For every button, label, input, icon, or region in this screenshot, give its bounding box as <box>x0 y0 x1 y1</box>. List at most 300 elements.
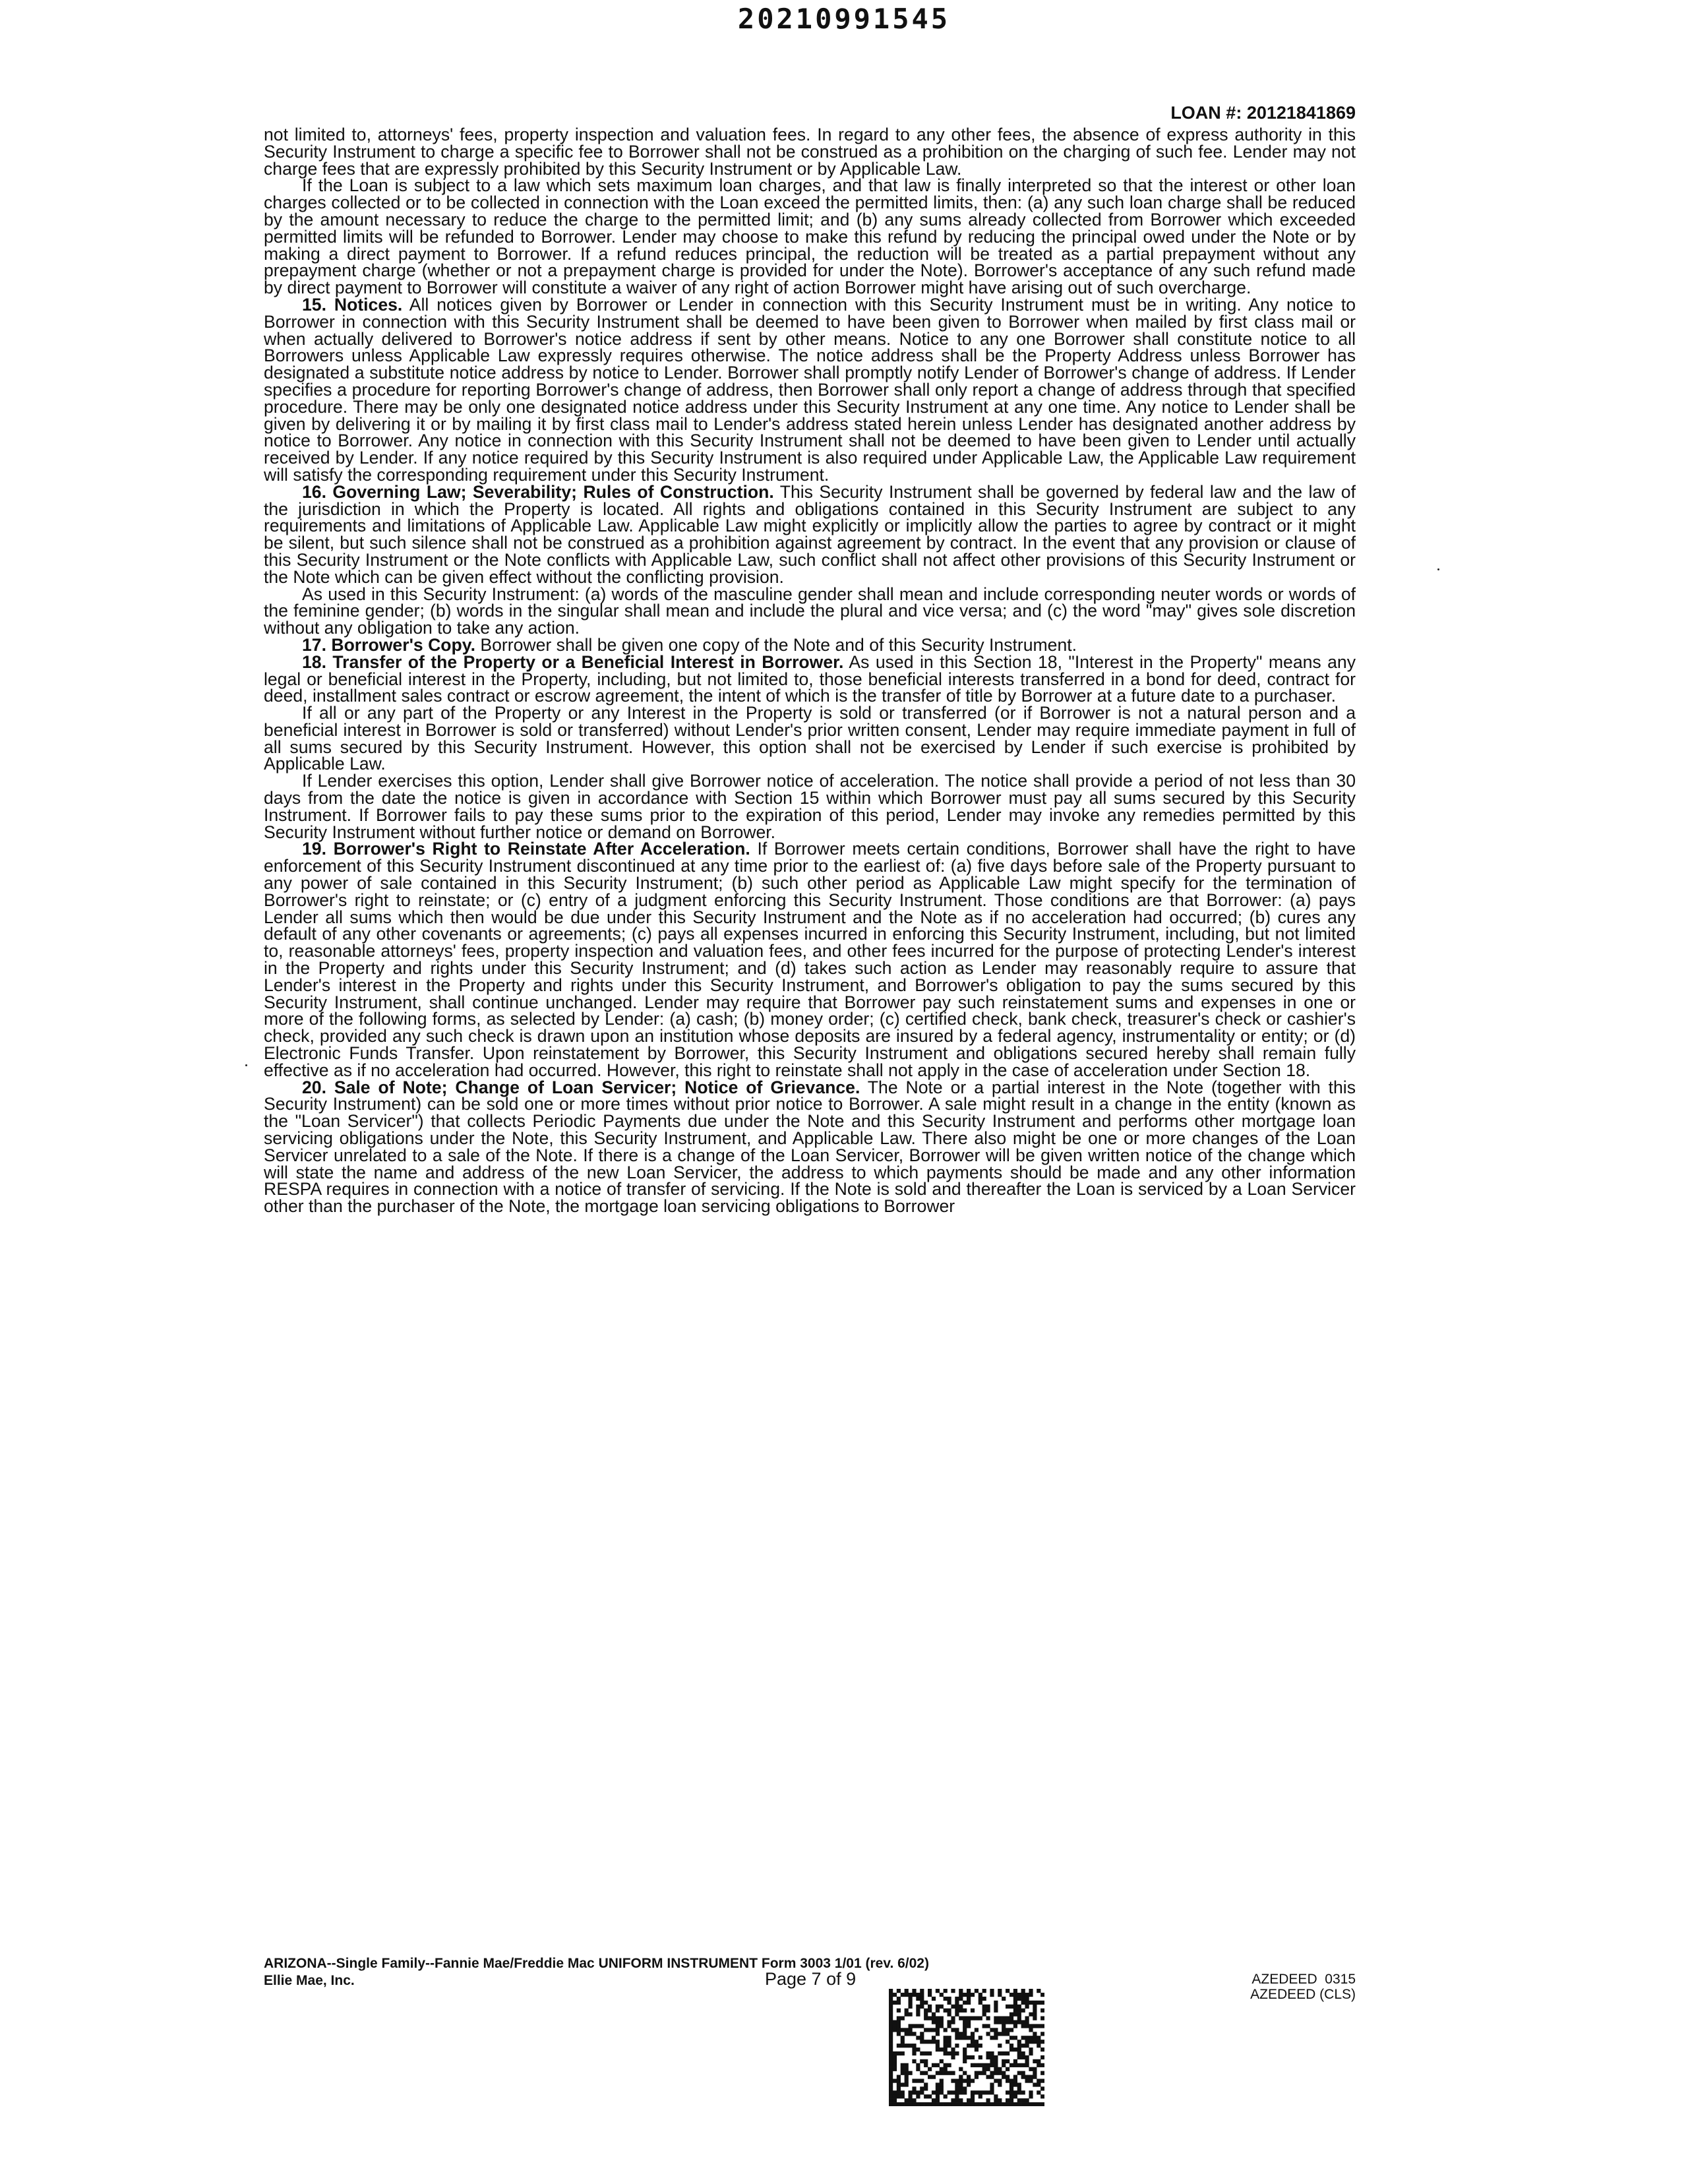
barcode-module <box>963 2090 967 2094</box>
barcode-module <box>920 1993 924 1997</box>
barcode-module <box>975 2048 979 2051</box>
barcode-module <box>1013 2036 1017 2040</box>
barcode-module <box>994 2055 998 2059</box>
barcode-module <box>994 2017 998 2020</box>
barcode-module <box>944 2067 948 2071</box>
barcode-module <box>963 2086 967 2090</box>
barcode-module <box>909 2102 913 2106</box>
barcode-module <box>928 2094 932 2098</box>
barcode-module <box>889 2024 893 2028</box>
page-number: Page 7 of 9 <box>765 1969 857 1989</box>
barcode-module <box>959 2086 963 2090</box>
barcode-module <box>905 1989 909 1993</box>
barcode-module <box>1021 2036 1025 2040</box>
barcode-module <box>975 2075 979 2079</box>
barcode-module <box>1021 2071 1025 2075</box>
barcode-module <box>1017 2086 1021 2090</box>
barcode-module <box>994 2067 998 2071</box>
barcode-module <box>967 2020 971 2024</box>
barcode-module <box>901 2071 905 2075</box>
barcode-module <box>971 2090 975 2094</box>
barcode-module <box>963 2048 967 2051</box>
barcode-module <box>936 2028 940 2032</box>
footer-doc-codes <box>1250 1972 1356 2002</box>
barcode-module <box>897 2001 901 2005</box>
barcode-module <box>928 2067 932 2071</box>
barcode-module <box>944 2048 948 2051</box>
barcode-module <box>948 2013 951 2017</box>
barcode-module <box>901 2028 905 2032</box>
barcode-module <box>920 2071 924 2075</box>
barcode-module <box>920 2024 924 2028</box>
barcode-module <box>948 2051 951 2055</box>
barcode-module <box>924 2094 928 2098</box>
barcode-module <box>909 2090 913 2094</box>
barcode-module <box>982 2071 986 2075</box>
barcode-module <box>932 2020 936 2024</box>
barcode-module <box>1029 2001 1033 2005</box>
barcode-module <box>936 2102 940 2106</box>
barcode-module <box>959 2005 963 2009</box>
barcode-module <box>1040 2094 1044 2098</box>
barcode-module <box>1006 2028 1010 2032</box>
barcode-module <box>901 2082 905 2086</box>
barcode-module <box>916 2078 920 2082</box>
barcode-module <box>994 2094 998 2098</box>
barcode-module <box>1040 2048 1044 2051</box>
barcode-module <box>897 1997 901 2001</box>
barcode-module <box>936 2086 940 2090</box>
barcode-module <box>936 2032 940 2036</box>
barcode-module <box>1040 2017 1044 2020</box>
barcode-module <box>951 2005 955 2009</box>
barcode-module <box>959 2017 963 2020</box>
section-heading: 16. Governing Law; Severability; Rules of Construction. <box>302 481 774 502</box>
barcode-module <box>1002 2032 1006 2036</box>
barcode-module <box>901 2051 905 2055</box>
barcode-module <box>940 2020 944 2024</box>
barcode-module <box>1025 2036 1029 2040</box>
barcode-module <box>1010 2017 1013 2020</box>
paragraph <box>264 481 1356 587</box>
barcode-module <box>905 2063 909 2067</box>
barcode-module <box>1033 2009 1037 2013</box>
barcode-module <box>1033 2102 1037 2106</box>
barcode-module <box>889 2098 893 2102</box>
barcode-module <box>901 2094 905 2098</box>
barcode-module <box>920 1989 924 1993</box>
barcode-module <box>928 2017 932 2020</box>
barcode-module <box>982 2005 986 2009</box>
barcode-module <box>1017 2063 1021 2067</box>
barcode-module <box>936 2044 940 2048</box>
barcode-module <box>893 2020 897 2024</box>
barcode-module <box>975 2063 979 2067</box>
barcode-module <box>893 2051 897 2055</box>
barcode-module <box>889 2005 893 2009</box>
barcode-module <box>963 2028 967 2032</box>
barcode-module <box>1029 2094 1033 2098</box>
barcode-module <box>998 2098 1002 2102</box>
barcode-module <box>990 2102 994 2106</box>
barcode-module <box>1040 2086 1044 2090</box>
barcode-module <box>951 2020 955 2024</box>
barcode-module <box>1010 1993 1013 1997</box>
barcode-module <box>1010 2090 1013 2094</box>
barcode-module <box>1029 2040 1033 2044</box>
barcode-module <box>916 2048 920 2051</box>
barcode-module <box>928 2005 932 2009</box>
barcode-module <box>998 2078 1002 2082</box>
barcode-module <box>982 2090 986 2094</box>
paragraph <box>264 841 1356 1079</box>
barcode-module <box>998 2071 1002 2075</box>
barcode-module <box>955 1997 959 2001</box>
barcode-module <box>936 1989 940 1993</box>
barcode-module <box>1029 2028 1033 2032</box>
barcode-module <box>1021 2075 1025 2079</box>
barcode-module <box>897 2032 901 2036</box>
barcode-module <box>967 2036 971 2040</box>
barcode-module <box>936 2090 940 2094</box>
barcode-module <box>912 1989 916 1993</box>
barcode-module <box>955 2098 959 2102</box>
barcode-module <box>967 2098 971 2102</box>
barcode-module <box>944 2071 948 2075</box>
barcode-module <box>948 2071 951 2075</box>
barcode-module <box>971 2055 975 2059</box>
barcode-module <box>893 2024 897 2028</box>
barcode-module <box>963 2017 967 2020</box>
barcode-module <box>1010 2036 1013 2040</box>
barcode-module <box>994 2059 998 2063</box>
barcode-module <box>909 2005 913 2009</box>
barcode-module <box>1010 2013 1013 2017</box>
document-body <box>264 127 1356 1215</box>
barcode-module <box>955 2078 959 2082</box>
barcode-module <box>1021 2090 1025 2094</box>
barcode-module <box>982 2067 986 2071</box>
barcode-module <box>1029 2048 1033 2051</box>
barcode-module <box>920 2059 924 2063</box>
barcode-module <box>924 2102 928 2106</box>
barcode-module <box>951 2017 955 2020</box>
barcode-module <box>990 2071 994 2075</box>
paragraph <box>264 1079 1356 1215</box>
barcode-module <box>1040 2078 1044 2082</box>
barcode-module <box>905 2067 909 2071</box>
barcode-module <box>1010 2102 1013 2106</box>
barcode-module <box>979 2017 982 2020</box>
barcode-module <box>916 2102 920 2106</box>
barcode-module <box>986 2102 990 2106</box>
barcode-module <box>975 2102 979 2106</box>
barcode-module <box>959 2036 963 2040</box>
barcode-module <box>994 2005 998 2009</box>
barcode-module <box>932 2028 936 2032</box>
barcode-module <box>1017 1997 1021 2001</box>
barcode-module <box>905 1993 909 1997</box>
barcode-module <box>936 2024 940 2028</box>
barcode-module <box>971 2017 975 2020</box>
barcode-module <box>1040 2009 1044 2013</box>
barcode-module <box>1033 2040 1037 2044</box>
section-heading: 15. Notices. <box>302 294 403 315</box>
barcode-module <box>1037 2078 1040 2082</box>
barcode-module <box>963 2009 967 2013</box>
barcode-module <box>912 2090 916 2094</box>
barcode-module <box>967 2082 971 2086</box>
barcode-module <box>998 2067 1002 2071</box>
barcode-module <box>928 2009 932 2013</box>
barcode-module <box>994 2071 998 2075</box>
barcode-module <box>963 2024 967 2028</box>
barcode-module <box>990 2059 994 2063</box>
barcode-module <box>1040 2071 1044 2075</box>
paragraph <box>264 773 1356 841</box>
barcode-module <box>1029 1989 1033 1993</box>
barcode-module <box>936 2082 940 2086</box>
barcode-module <box>990 2051 994 2055</box>
barcode-module <box>916 2063 920 2067</box>
barcode-module <box>998 2102 1002 2106</box>
barcode-module <box>967 2044 971 2048</box>
barcode-module <box>986 2005 990 2009</box>
barcode-module <box>924 2086 928 2090</box>
barcode-module <box>1037 2063 1040 2067</box>
barcode-module <box>986 2055 990 2059</box>
barcode-module <box>955 2005 959 2009</box>
barcode-module <box>936 2063 940 2067</box>
barcode-module <box>959 2067 963 2071</box>
barcode-module <box>1013 2094 1017 2098</box>
barcode-module <box>986 2090 990 2094</box>
barcode-module <box>944 2009 948 2013</box>
barcode-module <box>1029 2078 1033 2082</box>
barcode-module <box>994 2036 998 2040</box>
barcode-module <box>1013 2063 1017 2067</box>
barcode-module <box>967 2078 971 2082</box>
barcode-module <box>916 2009 920 2013</box>
barcode-module <box>1017 2098 1021 2102</box>
barcode-module <box>944 2036 948 2040</box>
barcode-module <box>982 2009 986 2013</box>
barcode-module <box>1002 2051 1006 2055</box>
paragraph <box>264 127 1356 177</box>
barcode-module <box>897 2044 901 2048</box>
barcode-module <box>893 2001 897 2005</box>
barcode-module <box>889 1989 893 1993</box>
barcode-module <box>1010 2063 1013 2067</box>
barcode-module <box>959 2090 963 2094</box>
barcode-module <box>889 2055 893 2059</box>
barcode-module <box>1037 2040 1040 2044</box>
barcode-module <box>948 2024 951 2028</box>
barcode-module <box>916 2094 920 2098</box>
barcode-module <box>893 1993 897 1997</box>
barcode-module <box>940 2102 944 2106</box>
barcode-module <box>916 2036 920 2040</box>
barcode-module <box>971 2102 975 2106</box>
scan-speck <box>1437 568 1439 570</box>
barcode-module <box>963 2102 967 2106</box>
paragraph-text: This Security Instrument shall be governed by federal law and the law of the jurisdiction in which the Property is located. All rights and obligations contained in this Security Instrument are subject to any requirements and limitations of Applicable Law. Applicable Law might explicitly or implicitly allow the parties to agree by contract or it might be silent, but such silence shall not be construed as a prohibition against agreement by contract. In the event that any provision or clause of this Security Instrument or the Note conflicts with Applicable Law, such conflict shall not affect other provisions of this Security Instrument or the Note which can be given effect without the conflicting provision. <box>264 481 1356 587</box>
barcode-module <box>1025 1997 1029 2001</box>
paragraph <box>264 654 1356 705</box>
barcode-module <box>1021 1993 1025 1997</box>
barcode-module <box>1025 2017 1029 2020</box>
barcode-module <box>971 2036 975 2040</box>
barcode-module <box>920 2001 924 2005</box>
barcode-module <box>901 2017 905 2020</box>
barcode-module <box>948 2090 951 2094</box>
barcode-module <box>905 2032 909 2036</box>
barcode-module <box>944 2040 948 2044</box>
barcode-module <box>1033 2071 1037 2075</box>
barcode-module <box>909 2032 913 2036</box>
barcode-module <box>1006 2075 1010 2079</box>
barcode-module <box>1017 2044 1021 2048</box>
barcode-module <box>893 2059 897 2063</box>
barcode-module <box>986 2032 990 2036</box>
barcode-module <box>944 2063 948 2067</box>
barcode-module <box>905 2082 909 2086</box>
barcode-module <box>951 2055 955 2059</box>
barcode-module <box>990 2063 994 2067</box>
barcode-module <box>955 2044 959 2048</box>
barcode-module <box>940 2078 944 2082</box>
barcode-module <box>1010 2078 1013 2082</box>
barcode-module <box>920 2078 924 2082</box>
barcode-module <box>971 2040 975 2044</box>
barcode-module <box>1033 2001 1037 2005</box>
recording-number: 20210991545 <box>737 3 951 35</box>
barcode-module <box>889 2051 893 2055</box>
barcode-module <box>897 2094 901 2098</box>
barcode-module <box>936 2098 940 2102</box>
paragraph <box>264 586 1356 637</box>
barcode-module <box>897 2102 901 2106</box>
barcode-module <box>901 2090 905 2094</box>
barcode-module <box>1025 2040 1029 2044</box>
barcode-module <box>951 2090 955 2094</box>
barcode-module <box>990 1993 994 1997</box>
barcode-module <box>1006 2005 1010 2009</box>
barcode-module <box>889 1993 893 1997</box>
barcode-module <box>909 2098 913 2102</box>
barcode-module <box>955 2082 959 2086</box>
barcode-module <box>1006 2098 1010 2102</box>
barcode-module <box>889 2028 893 2032</box>
barcode-module <box>893 2063 897 2067</box>
barcode-module <box>889 2067 893 2071</box>
barcode-module <box>1021 2055 1025 2059</box>
barcode-module <box>905 2098 909 2102</box>
barcode-module <box>979 2036 982 2040</box>
barcode-module <box>979 2071 982 2075</box>
barcode-module <box>986 2051 990 2055</box>
barcode-module <box>936 2005 940 2009</box>
barcode-module <box>975 1989 979 1993</box>
barcode-module <box>994 2020 998 2024</box>
barcode-module <box>998 2082 1002 2086</box>
barcode-module <box>944 2028 948 2032</box>
barcode-module <box>959 2098 963 2102</box>
barcode-module <box>889 2086 893 2090</box>
barcode-module <box>936 2040 940 2044</box>
barcode-module <box>1021 1997 1025 2001</box>
barcode-module <box>920 2040 924 2044</box>
barcode-module <box>1002 2024 1006 2028</box>
barcode-module <box>1002 2071 1006 2075</box>
barcode-module <box>963 2001 967 2005</box>
barcode-module <box>951 2051 955 2055</box>
barcode-module <box>1033 2036 1037 2040</box>
barcode-module <box>986 2075 990 2079</box>
barcode-module <box>897 2017 901 2020</box>
barcode-module <box>1017 2009 1021 2013</box>
barcode-module <box>1037 2001 1040 2005</box>
barcode-module <box>936 2017 940 2020</box>
barcode-module <box>1017 2005 1021 2009</box>
barcode-module <box>959 2075 963 2079</box>
barcode-module <box>948 2063 951 2067</box>
barcode-module <box>928 2040 932 2044</box>
barcode-module <box>936 2009 940 2013</box>
barcode-module <box>979 2063 982 2067</box>
barcode-module <box>1040 2063 1044 2067</box>
barcode-module <box>909 2001 913 2005</box>
barcode-module <box>1013 2075 1017 2079</box>
barcode-module <box>955 2032 959 2036</box>
barcode-module <box>986 2024 990 2028</box>
barcode-module <box>1025 2102 1029 2106</box>
barcode-module <box>1025 2098 1029 2102</box>
barcode-module <box>998 2051 1002 2055</box>
barcode-module <box>916 1997 920 2001</box>
barcode-module <box>979 2055 982 2059</box>
barcode-module <box>912 2086 916 2090</box>
barcode-module <box>955 2102 959 2106</box>
barcode-module <box>944 2094 948 2098</box>
barcode-module <box>940 2017 944 2020</box>
barcode-module <box>1029 2090 1033 2094</box>
barcode-module <box>1013 2078 1017 2082</box>
barcode-module <box>994 2078 998 2082</box>
barcode-module <box>1029 2051 1033 2055</box>
barcode-module <box>932 2017 936 2020</box>
barcode-module <box>1013 2001 1017 2005</box>
barcode-module <box>1017 2040 1021 2044</box>
barcode-module <box>1013 2024 1017 2028</box>
barcode-module <box>948 2036 951 2040</box>
barcode-module <box>959 2032 963 2036</box>
barcode-module <box>1010 2086 1013 2090</box>
barcode-module <box>1006 2051 1010 2055</box>
barcode-module <box>920 2086 924 2090</box>
barcode-module <box>959 1989 963 1993</box>
barcode-module <box>948 2001 951 2005</box>
barcode-module <box>924 2040 928 2044</box>
barcode-module <box>912 2048 916 2051</box>
barcode-module <box>909 1997 913 2001</box>
barcode-module <box>1037 2059 1040 2063</box>
barcode-module <box>1002 1997 1006 2001</box>
barcode-module <box>1021 2098 1025 2102</box>
barcode-module <box>998 2032 1002 2036</box>
barcode-module <box>889 1997 893 2001</box>
barcode-module <box>905 2013 909 2017</box>
